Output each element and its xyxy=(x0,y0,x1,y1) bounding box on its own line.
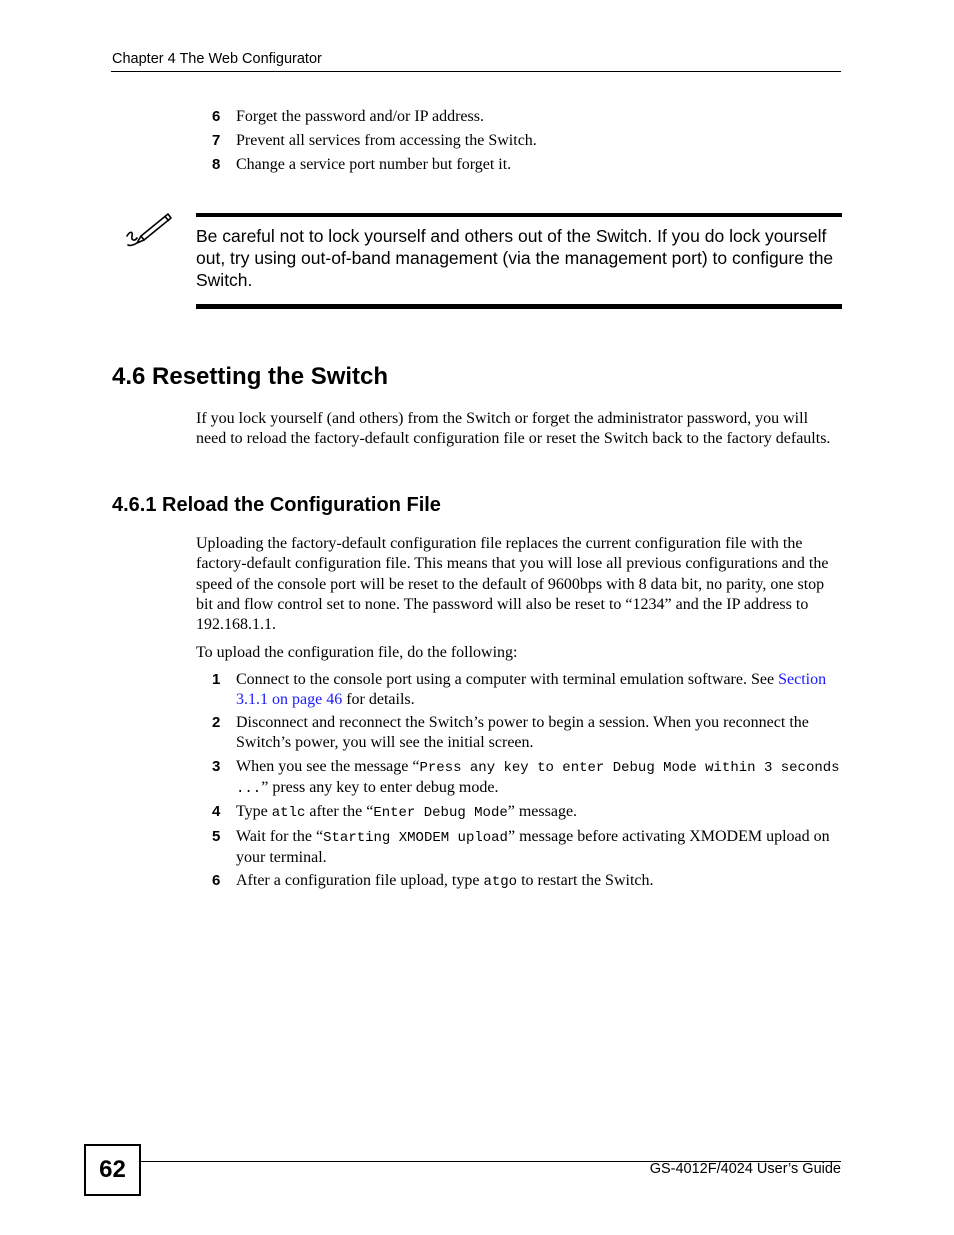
list-item xyxy=(196,131,841,151)
step-number: 7 xyxy=(212,132,221,149)
list-item xyxy=(196,827,841,868)
step-number: 3 xyxy=(212,757,221,775)
step-number: 6 xyxy=(212,871,221,889)
step-text: Forget the password and/or IP address. xyxy=(236,108,484,125)
list-item xyxy=(196,802,841,823)
section-intro: If you lock yourself (and others) from the Switch or forget the administrator password, you will need to reload the factory-default configuration file or reset the Switch back to the factory defaults. xyxy=(196,410,831,448)
code-text: atgo xyxy=(483,873,518,890)
note-text: Be careful not to lock yourself and others out of the Switch. If you do lock yourself out, try using out-of-band management (via the management port) to configure the Switch. xyxy=(196,226,834,290)
subsection-heading: 4.6.1 Reload the Configuration File xyxy=(112,494,441,516)
step-number: 4 xyxy=(212,803,221,821)
step-number: 5 xyxy=(212,827,221,845)
step-text: ” message before activating XMODEM upload on your terminal. xyxy=(236,827,830,866)
list-item xyxy=(196,757,841,799)
procedure-intro: To upload the configuration file, do the following: xyxy=(196,644,518,661)
list-item xyxy=(196,155,841,175)
step-text: after the “ xyxy=(305,803,374,821)
subsection-paragraph: Uploading the factory-default configuration file replaces the current configuration file with the factory-default configuration file. This means that you will lose all previous configurations and the speed of the console port will be reset to the default of 9600bps with 8 data bit, no parity, one stop bit and flow control set to none. The password will also be reset to “1234” and the IP address to 192.168.1.1. xyxy=(196,535,829,634)
running-header: Chapter 4 The Web Configurator xyxy=(112,51,322,67)
list-item xyxy=(196,713,841,753)
step-text: Disconnect and reconnect the Switch’s power to begin a session. When you reconnect the Switch’s power, you will see the initial screen. xyxy=(236,714,809,752)
code-text: Enter Debug Mode xyxy=(373,805,508,822)
top-step-list xyxy=(196,107,841,179)
step-text: Prevent all services from accessing the Switch. xyxy=(236,132,537,149)
step-text: for details. xyxy=(342,691,415,708)
list-item xyxy=(196,670,841,710)
code-text: Press any key to enter Debug Mode within 3 seconds ... xyxy=(236,759,840,797)
procedure-step-list xyxy=(196,670,841,895)
running-footer: GS-4012F/4024 User’s Guide xyxy=(649,1161,841,1177)
list-item xyxy=(196,107,841,127)
step-text: ” message. xyxy=(507,803,578,821)
step-number: 2 xyxy=(212,714,221,732)
step-text: Wait for the “ xyxy=(236,827,324,845)
section-link[interactable]: Section 3.1.1 on page 46 xyxy=(236,671,827,708)
header-rule xyxy=(111,71,841,72)
note-top-rule xyxy=(196,213,842,217)
step-text: Connect to the console port using a computer with terminal emulation software. See xyxy=(236,671,779,688)
page-number: 62 xyxy=(84,1144,141,1196)
code-text: atlc xyxy=(271,805,306,822)
note-bottom-rule xyxy=(196,304,842,309)
step-text: Type xyxy=(236,803,272,821)
pencil-note-icon xyxy=(124,212,174,248)
step-number: 6 xyxy=(212,108,221,125)
step-text: ” press any key to enter debug mode. xyxy=(261,778,499,796)
section-heading: 4.6 Resetting the Switch xyxy=(112,363,389,390)
step-text: to restart the Switch. xyxy=(517,871,654,889)
code-text: Starting XMODEM upload xyxy=(323,829,508,846)
step-text: When you see the message “ xyxy=(236,757,420,775)
step-text: Change a service port number but forget it. xyxy=(236,156,512,173)
list-item xyxy=(196,871,841,892)
step-text: After a configuration file upload, type xyxy=(236,871,484,889)
step-number: 8 xyxy=(212,156,221,173)
step-number: 1 xyxy=(212,671,221,688)
